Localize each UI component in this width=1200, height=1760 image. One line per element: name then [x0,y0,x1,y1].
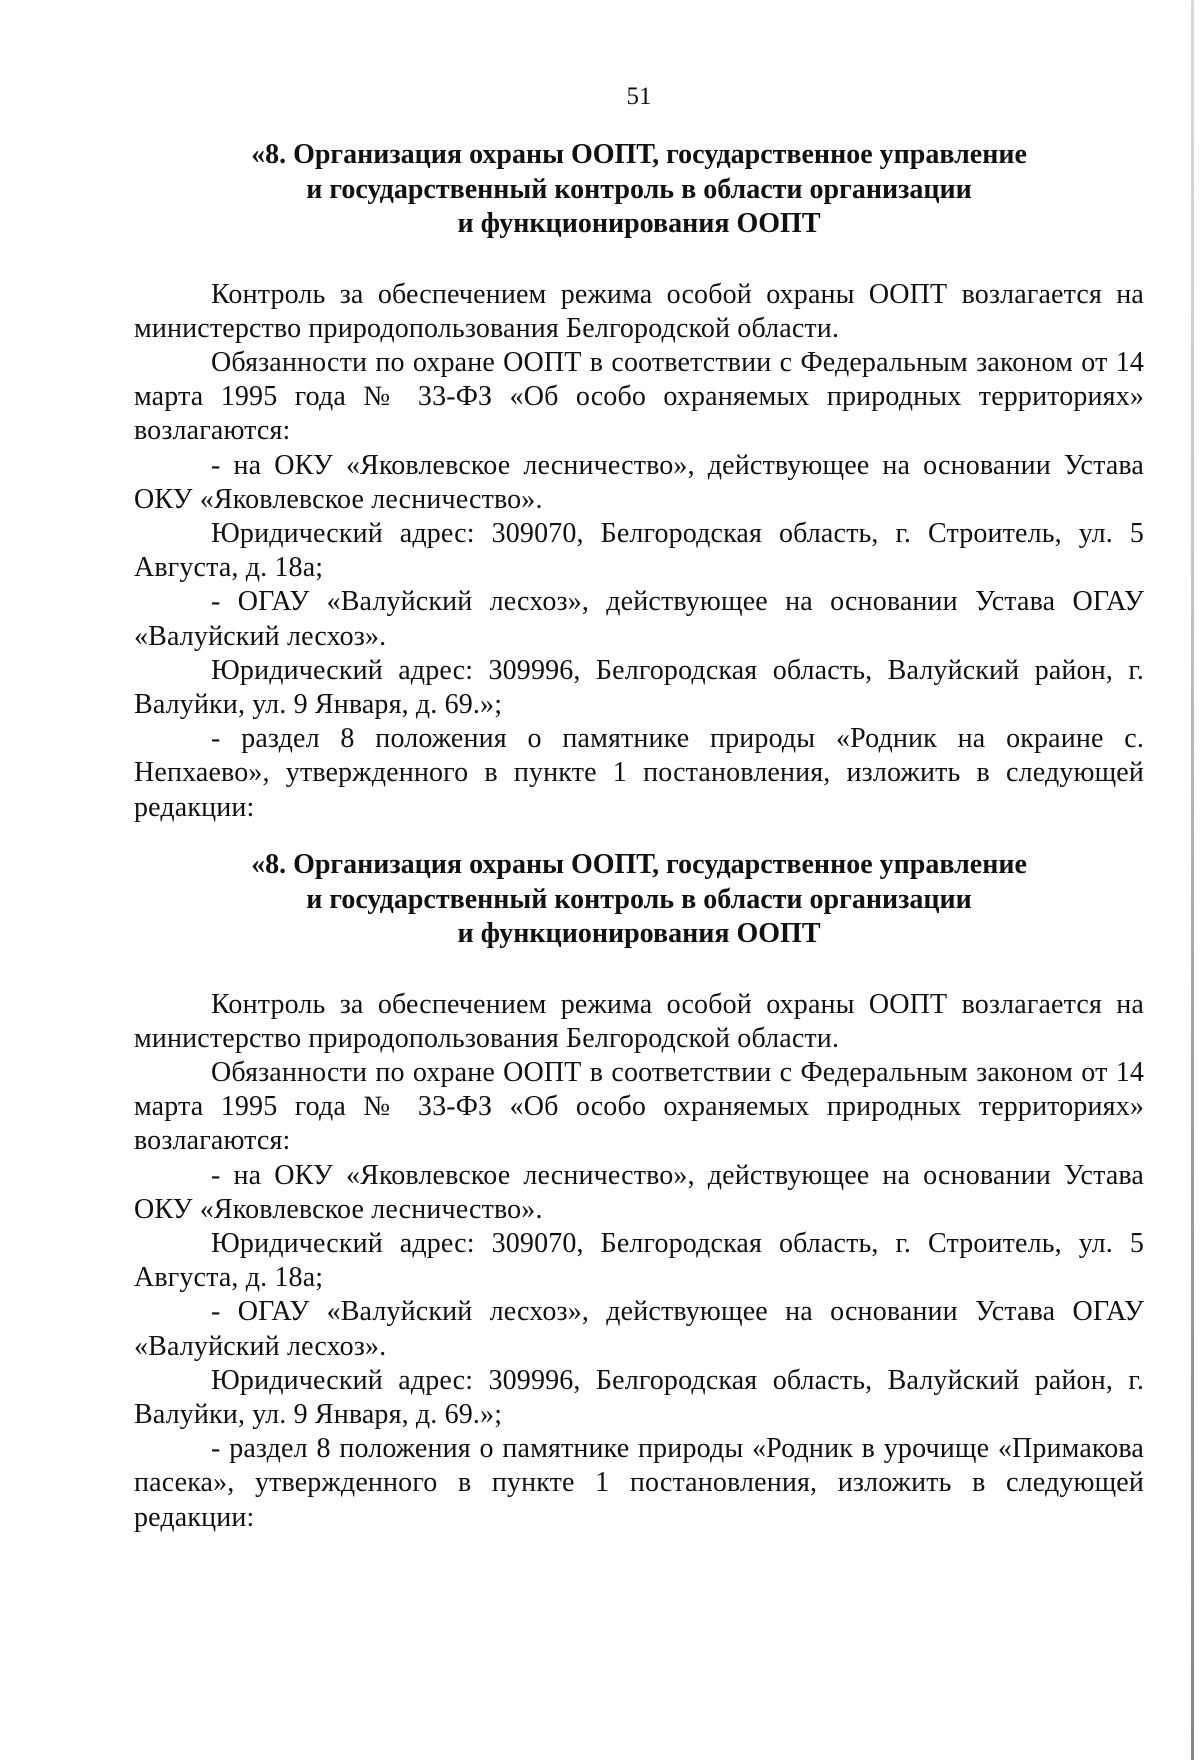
paragraph: Юридический адрес: 309996, Белгородская область, Валуйский район, г. Валуйки, ул. 9 Января, д. 69.»; [134,654,1144,720]
paragraph: - ОГАУ «Валуйский лесхоз», действующее на основании Устава ОГАУ «Валуйский лесхоз». [134,586,1144,652]
paragraph: - раздел 8 положения о памятнике природы «Родник на окраине с. Непхаево», утвержденного в пункте 1 постановления, изложить в следующей редакции: [134,723,1144,823]
section-heading [134,848,1144,952]
paragraph: - раздел 8 положения о памятнике природы «Родник в урочище «Примакова пасека», утвержденного в пункте 1 постановления, изложить в следующей редакции: [134,1433,1144,1533]
section-heading [134,138,1144,242]
section-2 [134,848,1144,1535]
paragraph: Юридический адрес: 309996, Белгородская область, Валуйский район, г. Валуйки, ул. 9 Января, д. 69.»; [134,1364,1144,1430]
document-page [134,0,1144,1760]
heading-line: «8. Организация охраны ООПТ, государственное управление [251,849,1027,880]
paragraph: Контроль за обеспечением режима особой охраны ООПТ возлагается на министерство природопользования Белгородской области. [134,988,1144,1054]
heading-line: «8. Организация охраны ООПТ, государственное управление [251,139,1027,170]
section-body [134,988,1144,1535]
heading-line: и государственный контроль в области организации [306,883,972,915]
paragraph: Юридический адрес: 309070, Белгородская область, г. Строитель, ул. 5 Августа, д. 18а; [134,1227,1144,1294]
paragraph: - ОГАУ «Валуйский лесхоз», действующее на основании Устава ОГАУ «Валуйский лесхоз». [134,1296,1144,1362]
paragraph: Обязанности по охране ООПТ в соответствии с Федеральным законом от 14 марта 1995 года № 33-ФЗ «Об особо охраняемых природных территориях» возлагаются: [134,346,1144,447]
paragraph: Юридический адрес: 309070, Белгородская область, г. Строитель, ул. 5 Августа, д. 18а; [134,517,1144,584]
heading-line: и государственный контроль в области организации [306,173,972,205]
paragraph: - на ОКУ «Яковлевское лесничество», действующее на основании Устава ОКУ «Яковлевское лесничество». [134,1159,1144,1225]
heading-line: и функционирования ООПТ [457,208,821,239]
paragraph: Контроль за обеспечением режима особой охраны ООПТ возлагается на министерство природопользования Белгородской области. [134,278,1144,344]
scan-edge-shadow [1191,0,1194,1760]
heading-line: и функционирования ООПТ [457,918,821,949]
page-number: 51 [626,83,652,110]
section-body [134,278,1144,825]
paragraph: Обязанности по охране ООПТ в соответствии с Федеральным законом от 14 марта 1995 года № 33-ФЗ «Об особо охраняемых природных территориях» возлагаются: [134,1056,1144,1157]
section-1 [134,138,1144,825]
paragraph: - на ОКУ «Яковлевское лесничество», действующее на основании Устава ОКУ «Яковлевское лесничество». [134,449,1144,515]
